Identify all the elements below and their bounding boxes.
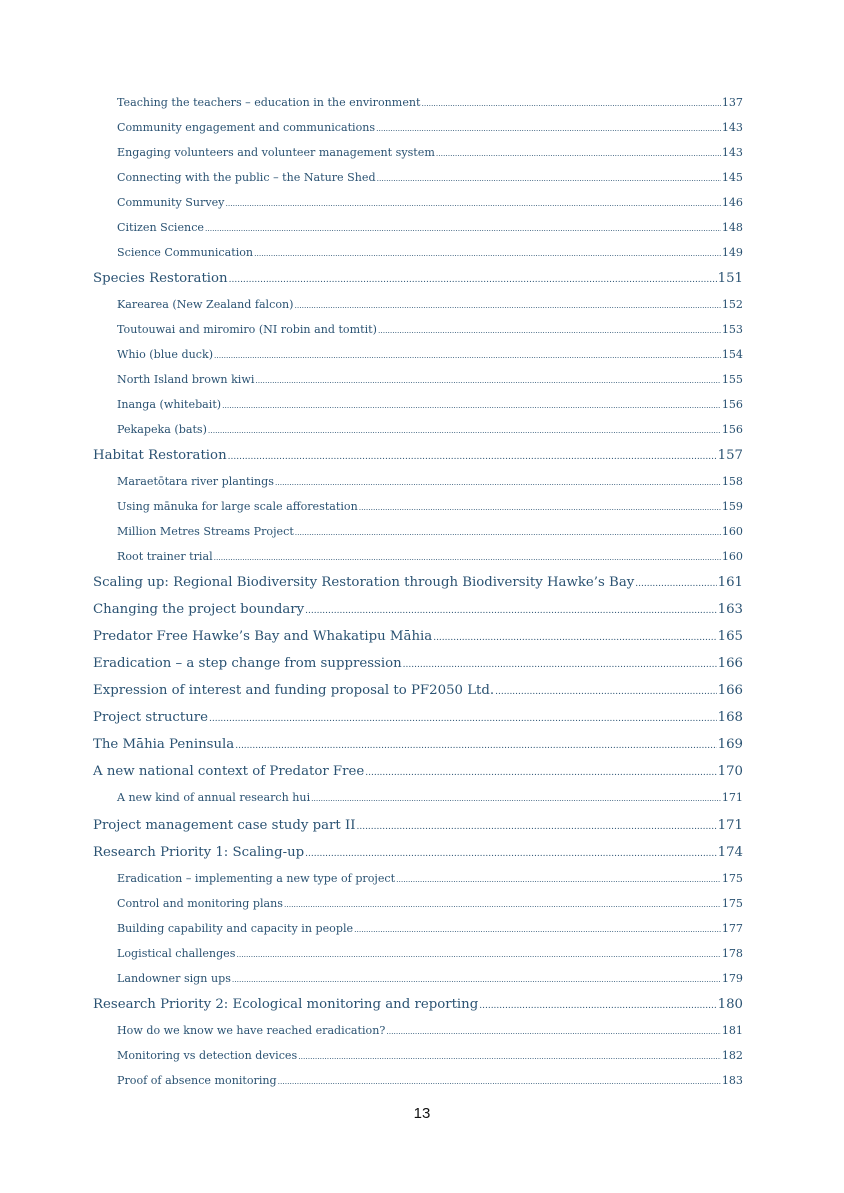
toc-subsection-entry[interactable] [117, 221, 743, 239]
toc-dot-leader [377, 171, 721, 184]
toc-dot-leader [225, 196, 720, 209]
toc-entry-title: Connecting with the public – the Nature Shed [117, 171, 376, 184]
toc-entry-title: Pekapeka (bats) [117, 423, 207, 436]
toc-subsection-entry[interactable] [117, 922, 743, 940]
toc-dot-leader [214, 550, 721, 563]
toc-entry-page: 170 [717, 764, 743, 779]
toc-entry-page: 154 [721, 348, 743, 361]
toc-entry-title: Eradication – a step change from suppression [93, 656, 402, 671]
toc-dot-leader [422, 96, 721, 109]
toc-subsection-entry[interactable] [117, 475, 743, 493]
toc-entry-page: 152 [721, 298, 743, 311]
toc-subsection-entry[interactable] [117, 791, 743, 809]
toc-entry-title: Logistical challenges [117, 947, 236, 960]
toc-subsection-entry[interactable] [117, 398, 743, 416]
toc-dot-leader [356, 818, 716, 833]
toc-dot-leader [378, 323, 721, 336]
toc-section-entry[interactable] [93, 271, 743, 291]
toc-entry-page: 165 [717, 629, 743, 644]
toc-subsection-entry[interactable] [117, 121, 743, 139]
toc-entry-page: 160 [721, 550, 743, 563]
toc-entry-title: Karearea (New Zealand falcon) [117, 298, 294, 311]
toc-entry-page: 146 [721, 196, 743, 209]
toc-section-entry[interactable] [93, 656, 743, 676]
toc-entry-title: Maraetōtara river plantings [117, 475, 274, 488]
toc-entry-title: Inanga (whitebait) [117, 398, 222, 411]
toc-entry-page: 175 [721, 897, 743, 910]
toc-entry-title: Citizen Science [117, 221, 204, 234]
toc-dot-leader [284, 897, 721, 910]
toc-dot-leader [229, 271, 717, 286]
toc-subsection-entry[interactable] [117, 872, 743, 890]
toc-entry-page: 156 [721, 423, 743, 436]
toc-subsection-entry[interactable] [117, 373, 743, 391]
toc-section-entry[interactable] [93, 764, 743, 784]
toc-entry-title: Predator Free Hawke’s Bay and Whakatipu Māhia [93, 629, 433, 644]
toc-entry-title: Toutouwai and miromiro (NI robin and tomtit) [117, 323, 377, 336]
toc-entry-title: Community Survey [117, 196, 225, 209]
toc-dot-leader [232, 972, 721, 985]
toc-subsection-entry[interactable] [117, 323, 743, 341]
toc-entry-page: 174 [717, 845, 743, 860]
toc-entry-title: Building capability and capacity in people [117, 922, 354, 935]
toc-dot-leader [403, 656, 717, 671]
toc-entry-page: 156 [721, 398, 743, 411]
toc-entry-page: 148 [721, 221, 743, 234]
toc-entry-page: 171 [721, 791, 743, 804]
toc-dot-leader [376, 121, 721, 134]
toc-entry-title: Research Priority 2: Ecological monitoring and reporting [93, 997, 479, 1012]
toc-entry-title: Engaging volunteers and volunteer management system [117, 146, 435, 159]
toc-dot-leader [396, 872, 721, 885]
toc-entry-page: 175 [721, 872, 743, 885]
toc-entry-title: Research Priority 1: Scaling-up [93, 845, 305, 860]
toc-subsection-entry[interactable] [117, 500, 743, 518]
toc-dot-leader [205, 221, 721, 234]
toc-section-entry[interactable] [93, 448, 743, 468]
toc-subsection-entry[interactable] [117, 171, 743, 189]
toc-dot-leader [311, 791, 721, 804]
toc-dot-leader [294, 298, 720, 311]
toc-entry-page: 177 [721, 922, 743, 935]
toc-entry-title: The Māhia Peninsula [93, 737, 235, 752]
toc-dot-leader [436, 146, 721, 159]
toc-entry-page: 137 [721, 96, 743, 109]
toc-entry-page: 168 [717, 710, 743, 725]
toc-entry-title: Million Metres Streams Project [117, 525, 294, 538]
toc-entry-title: Eradication – implementing a new type of project [117, 872, 396, 885]
toc-subsection-entry[interactable] [117, 298, 743, 316]
toc-dot-leader [305, 602, 716, 617]
toc-entry-page: 158 [721, 475, 743, 488]
toc-section-entry[interactable] [93, 818, 743, 838]
toc-section-entry[interactable] [93, 602, 743, 622]
toc-entry-page: 149 [721, 246, 743, 259]
toc-section-entry[interactable] [93, 575, 743, 595]
toc-entry-title: Scaling up: Regional Biodiversity Restoration through Biodiversity Hawke’s Bay [93, 575, 635, 590]
toc-entry-page: 171 [717, 818, 743, 833]
toc-entry-page: 166 [717, 656, 743, 671]
toc-entry-page: 163 [717, 602, 743, 617]
toc-dot-leader [209, 710, 717, 725]
toc-entry-page: 155 [721, 373, 743, 386]
toc-subsection-entry[interactable] [117, 423, 743, 441]
toc-entry-page: 182 [721, 1049, 743, 1062]
toc-entry-page: 159 [721, 500, 743, 513]
toc-section-entry[interactable] [93, 710, 743, 730]
toc-subsection-entry[interactable] [117, 348, 743, 366]
toc-entry-title: Teaching the teachers – education in the environment [117, 96, 421, 109]
toc-entry-page: 183 [721, 1074, 743, 1087]
toc-entry-page: 178 [721, 947, 743, 960]
toc-entry-title: Species Restoration [93, 271, 228, 286]
toc-subsection-entry[interactable] [117, 947, 743, 965]
toc-dot-leader [235, 737, 716, 752]
toc-section-entry[interactable] [93, 737, 743, 757]
toc-entry-page: 166 [717, 683, 743, 698]
toc-dot-leader [295, 525, 721, 538]
toc-entry-title: Science Communication [117, 246, 254, 259]
toc-dot-leader [228, 448, 717, 463]
toc-entry-title: A new kind of annual research hui [117, 791, 311, 804]
page-number: 13 [413, 1105, 431, 1122]
toc-entry-page: 145 [721, 171, 743, 184]
toc-entry-page: 161 [717, 575, 743, 590]
toc-dot-leader [433, 629, 716, 644]
toc-subsection-entry[interactable] [117, 1024, 743, 1042]
toc-subsection-entry[interactable] [117, 550, 743, 568]
toc-dot-leader [365, 764, 716, 779]
toc-subsection-entry[interactable] [117, 96, 743, 114]
toc-entry-page: 153 [721, 323, 743, 336]
toc-dot-leader [635, 575, 716, 590]
toc-section-entry[interactable] [93, 629, 743, 649]
toc-dot-leader [495, 683, 716, 698]
toc-subsection-entry[interactable] [117, 246, 743, 264]
toc-entry-title: Landowner sign ups [117, 972, 231, 985]
toc-dot-leader [354, 922, 721, 935]
toc-subsection-entry[interactable] [117, 972, 743, 990]
toc-dot-leader [275, 475, 721, 488]
toc-entry-title: Whio (blue duck) [117, 348, 214, 361]
toc-section-entry[interactable] [93, 997, 743, 1017]
toc-entry-title: Changing the project boundary [93, 602, 305, 617]
toc-entry-title: Monitoring vs detection devices [117, 1049, 298, 1062]
toc-entry-page: 151 [717, 271, 743, 286]
toc-dot-leader [222, 398, 721, 411]
toc-entry-page: 179 [721, 972, 743, 985]
toc-dot-leader [236, 947, 720, 960]
toc-entry-page: 181 [721, 1024, 743, 1037]
toc-entry-title: How do we know we have reached eradication? [117, 1024, 386, 1037]
toc-entry-title: Community engagement and communications [117, 121, 376, 134]
toc-entry-page: 157 [717, 448, 743, 463]
toc-subsection-entry[interactable] [117, 897, 743, 915]
toc-subsection-entry[interactable] [117, 525, 743, 543]
toc-dot-leader [298, 1049, 721, 1062]
toc-section-entry[interactable] [93, 683, 743, 703]
toc-entry-title: North Island brown kiwi [117, 373, 255, 386]
toc-dot-leader [278, 1074, 721, 1087]
toc-entry-title: Proof of absence monitoring [117, 1074, 277, 1087]
toc-dot-leader [208, 423, 721, 436]
toc-entry-title: Expression of interest and funding proposal to PF2050 Ltd. [93, 683, 495, 698]
toc-subsection-entry[interactable] [117, 146, 743, 164]
toc-subsection-entry[interactable] [117, 1074, 743, 1092]
toc-entry-page: 143 [721, 121, 743, 134]
toc-entry-page: 143 [721, 146, 743, 159]
toc-entry-title: A new national context of Predator Free [93, 764, 365, 779]
toc-entry-title: Control and monitoring plans [117, 897, 283, 910]
toc-subsection-entry[interactable] [117, 196, 743, 214]
toc-dot-leader [479, 997, 716, 1012]
toc-entry-page: 180 [717, 997, 743, 1012]
toc-entry-page: 169 [717, 737, 743, 752]
toc-dot-leader [359, 500, 721, 513]
toc-dot-leader [386, 1024, 720, 1037]
toc-entry-title: Project structure [93, 710, 208, 725]
toc-entry-title: Project management case study part II [93, 818, 356, 833]
toc-entry-page: 160 [721, 525, 743, 538]
toc-entry-title: Using mānuka for large scale afforestation [117, 500, 358, 513]
toc-dot-leader [214, 348, 721, 361]
toc-dot-leader [305, 845, 716, 860]
toc-entry-title: Root trainer trial [117, 550, 213, 563]
toc-dot-leader [254, 246, 721, 259]
toc-subsection-entry[interactable] [117, 1049, 743, 1067]
toc-section-entry[interactable] [93, 845, 743, 865]
toc-entry-title: Habitat Restoration [93, 448, 227, 463]
toc-dot-leader [255, 373, 720, 386]
